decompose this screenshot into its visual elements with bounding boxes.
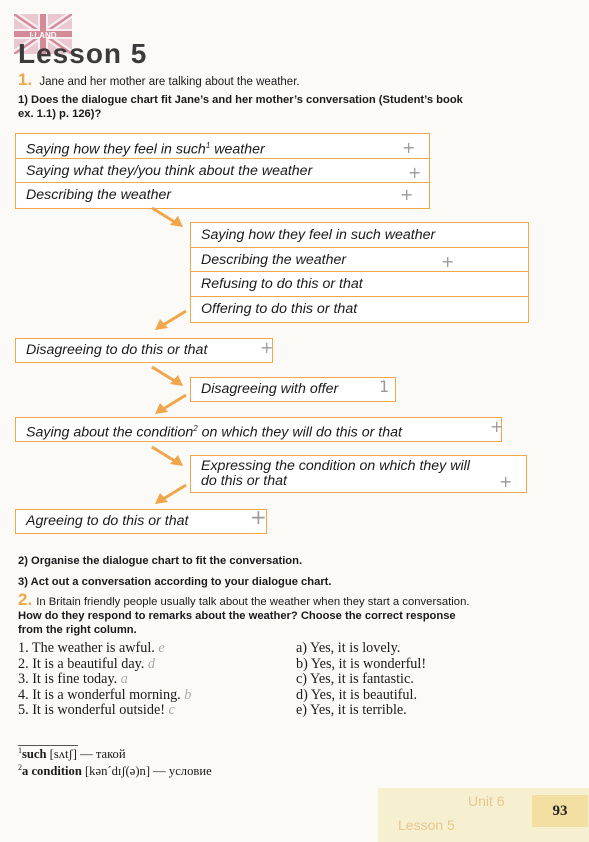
right-column — [296, 641, 426, 719]
footer-unit: Unit 6 — [468, 793, 505, 809]
handwritten-plus-mark: + — [408, 162, 422, 182]
chart-row — [191, 297, 528, 322]
chart-box-1 — [15, 133, 430, 209]
row-text: Expressing the condition on which they will — [201, 458, 470, 474]
response-item: e) Yes, it is terrible. — [296, 702, 407, 719]
footnote-word: a condition — [22, 764, 82, 779]
question-1 — [18, 93, 463, 121]
arrow-down-left-icon — [152, 308, 188, 332]
row-text: Saying how they feel in such weather — [201, 227, 436, 243]
exercise-2-number: 2. — [18, 590, 33, 609]
chart-box-6 — [190, 455, 527, 493]
handwritten-answer: c — [168, 702, 175, 719]
remark-text: 2. It is a beautiful day. — [18, 655, 145, 672]
arrow-down-right-icon — [150, 205, 186, 229]
remark-item — [18, 688, 191, 704]
row-text: Saying about the condition — [26, 424, 194, 441]
chart-box-5 — [15, 417, 502, 442]
exercise-2-intro — [18, 590, 470, 609]
footnote-ref: 1 — [205, 141, 211, 150]
response-item: b) Yes, it is wonderful! — [296, 655, 427, 672]
remark-text: 1. The weather is awful. — [18, 640, 155, 656]
response-item: c) Yes, it is fantastic. — [296, 671, 414, 688]
exercise-1-intro — [18, 70, 300, 90]
arrow-down-right-icon — [150, 444, 186, 468]
question-1-line-2: ex. 1.1) p. 126)? — [18, 108, 102, 120]
handwritten-one-mark: 1 — [379, 377, 390, 396]
row-text: Offering to do this or that — [201, 300, 358, 317]
remark-text: 3. It is fine today. — [18, 671, 118, 688]
footnote-ref: 2 — [193, 424, 198, 433]
chart-row — [191, 272, 528, 297]
exercise-2-text: In Britain friendly people usually talk about the weather when they start a conversation. — [36, 596, 470, 608]
row-text: Agreeing to do this or that — [26, 513, 189, 529]
footnote-text: [sʌtʃ] — такой — [46, 747, 126, 762]
handwritten-answer: b — [184, 686, 192, 703]
handwritten-plus-mark: + — [250, 505, 267, 529]
footnote-number: 2 — [18, 763, 22, 772]
exercise-2-question-line-2: from the right column. — [18, 624, 137, 636]
chart-box-7 — [15, 505, 267, 534]
row-text: on which they will do this or that — [197, 424, 402, 441]
footnote-2 — [18, 763, 212, 779]
handwritten-answer: e — [158, 640, 165, 656]
chart-row — [191, 223, 528, 248]
chart-box-3 — [15, 338, 273, 363]
question-3: 3) Act out a conversation according to your dialogue chart. — [18, 576, 332, 588]
remark-text: 5. It is wonderful outside! — [18, 702, 165, 719]
row-text: Refusing to do this or that — [201, 276, 363, 292]
exercise-2-question-line-1: How do they respond to remarks about the weather? Choose the correct response — [18, 610, 456, 622]
remark-item — [18, 641, 191, 657]
handwritten-plus-mark: + — [441, 251, 455, 271]
row-text: Disagreeing with offer — [201, 381, 339, 397]
chart-row — [16, 183, 429, 208]
question-1-line-1: 1) Does the dialogue chart fit Jane’s and her mother’s conversation (Student’s book — [18, 94, 463, 106]
footnote-1 — [18, 746, 126, 762]
logo-text: I·LAND — [29, 31, 57, 40]
lesson-title: Lesson 5 — [18, 38, 148, 69]
handwritten-plus-mark: + — [260, 338, 274, 357]
row-text: do this or that — [201, 473, 287, 489]
remark-item — [18, 703, 191, 719]
remark-text: 4. It is a wonderful morning. — [18, 686, 181, 703]
chart-row — [16, 159, 429, 184]
row-text: weather — [210, 141, 265, 158]
arrow-down-left-icon — [152, 482, 188, 506]
page-number: 93 — [532, 795, 588, 827]
exercise-2-block — [18, 590, 470, 637]
remark-item — [18, 672, 191, 688]
row-text: Saying how they feel in such — [26, 141, 206, 158]
left-column — [18, 641, 191, 719]
response-item: d) Yes, it is beautiful. — [296, 686, 417, 703]
response-item: a) Yes, it is lovely. — [296, 640, 401, 656]
exercise-1-text: Jane and her mother are talking about the weather. — [39, 76, 300, 88]
arrow-down-left-icon — [152, 392, 188, 416]
row-text: Saying what they/you think about the weather — [26, 162, 313, 179]
handwritten-plus-mark: + — [490, 417, 504, 436]
chart-row — [16, 134, 429, 159]
handwritten-plus-mark: + — [400, 185, 414, 204]
row-text: Disagreeing to do this or that — [26, 342, 208, 358]
arrow-down-right-icon — [150, 364, 186, 388]
footnote-number: 1 — [18, 746, 22, 755]
remark-item — [18, 657, 191, 673]
handwritten-plus-mark: + — [499, 472, 513, 491]
chart-row — [191, 248, 528, 273]
footnote-word: such — [22, 747, 47, 762]
footnote-text: [kən´dɪʃ(ə)n] — условие — [81, 764, 212, 779]
chart-box-4 — [190, 377, 396, 402]
handwritten-answer: d — [147, 655, 155, 672]
row-text: Describing the weather — [201, 251, 347, 268]
exercise-1-number: 1. — [18, 70, 33, 89]
handwritten-plus-mark: + — [402, 138, 416, 157]
handwritten-answer: a — [120, 671, 128, 688]
footer-lesson: Lesson 5 — [398, 817, 455, 833]
chart-box-2 — [190, 222, 529, 323]
row-text: Describing the weather — [26, 187, 172, 203]
question-2: 2) Organise the dialogue chart to fit the conversation. — [18, 555, 303, 567]
